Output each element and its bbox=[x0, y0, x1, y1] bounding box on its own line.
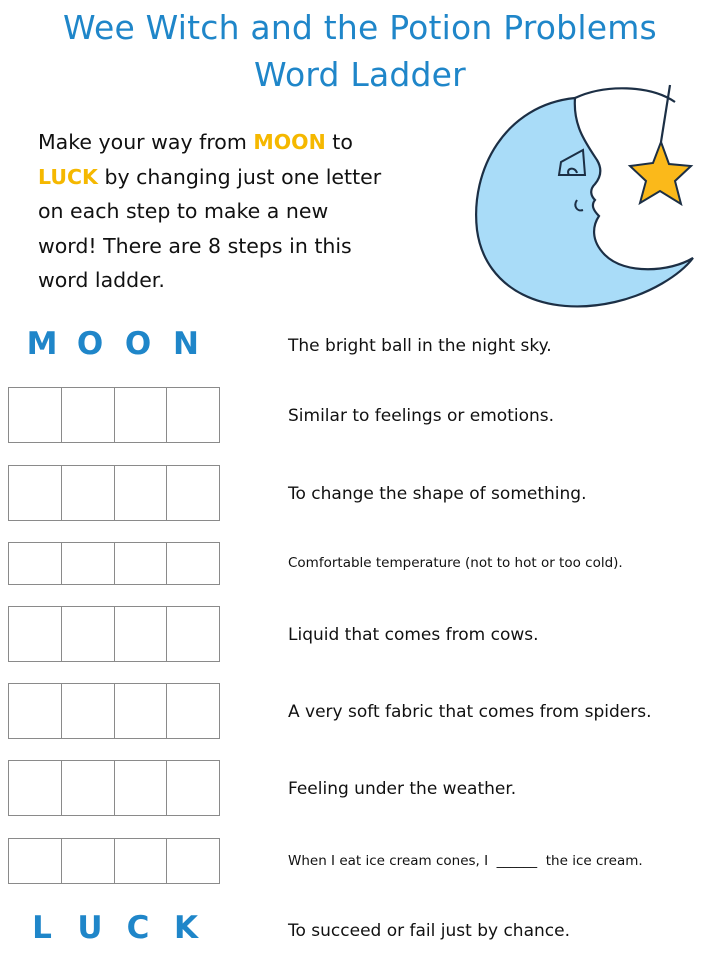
clue-6: A very soft fabric that comes from spiders. bbox=[288, 702, 652, 722]
clue-1: The bright ball in the night sky. bbox=[288, 336, 552, 356]
letter-box[interactable] bbox=[62, 543, 115, 584]
answer-row-1[interactable] bbox=[8, 387, 220, 443]
answer-row-7[interactable] bbox=[8, 838, 220, 884]
letter-box[interactable] bbox=[167, 543, 219, 584]
letter-box[interactable] bbox=[115, 388, 168, 442]
instructions-text-3: by changing just one letter on each step to make a new word! There are 8 steps in this word ladder. bbox=[38, 164, 382, 292]
letter-box[interactable] bbox=[115, 684, 168, 738]
page-subtitle: Word Ladder bbox=[254, 55, 466, 94]
clue-4: Comfortable temperature (not to hot or too cold). bbox=[288, 555, 623, 571]
letter-box[interactable] bbox=[9, 388, 62, 442]
letter-box[interactable] bbox=[9, 684, 62, 738]
clue-5: Liquid that comes from cows. bbox=[288, 625, 539, 645]
end-letter: U bbox=[77, 910, 103, 946]
letter-box[interactable] bbox=[167, 607, 219, 661]
letter-box[interactable] bbox=[62, 388, 115, 442]
letter-box[interactable] bbox=[9, 466, 62, 520]
page-title: Wee Witch and the Potion Problems bbox=[63, 8, 657, 47]
letter-box[interactable] bbox=[62, 684, 115, 738]
answer-row-5[interactable] bbox=[8, 683, 220, 739]
instructions bbox=[38, 125, 388, 298]
start-letter: O bbox=[124, 326, 152, 362]
letter-box[interactable] bbox=[9, 761, 62, 815]
clue-2: Similar to feelings or emotions. bbox=[288, 406, 555, 426]
star-icon bbox=[630, 142, 691, 204]
letter-box[interactable] bbox=[62, 466, 115, 520]
letter-box[interactable] bbox=[115, 607, 168, 661]
letter-box[interactable] bbox=[115, 761, 168, 815]
letter-box[interactable] bbox=[9, 839, 62, 883]
clue-7: Feeling under the weather. bbox=[288, 779, 517, 799]
clue-9: To succeed or fail just by chance. bbox=[288, 921, 570, 941]
letter-box[interactable] bbox=[115, 839, 168, 883]
start-letter: N bbox=[173, 326, 199, 362]
start-word-highlight: MOON bbox=[253, 130, 326, 154]
letter-box[interactable] bbox=[9, 607, 62, 661]
answer-row-6[interactable] bbox=[8, 760, 220, 816]
start-letter: O bbox=[76, 326, 104, 362]
answer-row-3[interactable] bbox=[8, 542, 220, 585]
letter-box[interactable] bbox=[167, 761, 219, 815]
instructions-text-1: Make your way from bbox=[38, 130, 254, 154]
letter-box[interactable] bbox=[62, 607, 115, 661]
instructions-text-2: to bbox=[325, 130, 353, 154]
end-letter: C bbox=[126, 910, 150, 946]
answer-row-4[interactable] bbox=[8, 606, 220, 662]
clue-3: To change the shape of something. bbox=[288, 484, 587, 504]
answer-row-2[interactable] bbox=[8, 465, 220, 521]
letter-box[interactable] bbox=[62, 839, 115, 883]
end-letter: K bbox=[173, 910, 199, 946]
moon-face-icon bbox=[465, 80, 705, 320]
end-word bbox=[8, 910, 220, 946]
clue-8: When I eat ice cream cones, I ______ the ice cream. bbox=[288, 853, 643, 869]
letter-box[interactable] bbox=[167, 839, 219, 883]
letter-box[interactable] bbox=[115, 466, 168, 520]
letter-box[interactable] bbox=[62, 761, 115, 815]
letter-box[interactable] bbox=[167, 388, 219, 442]
letter-box[interactable] bbox=[167, 466, 219, 520]
start-word bbox=[8, 326, 220, 362]
letter-box[interactable] bbox=[115, 543, 168, 584]
end-letter: L bbox=[32, 910, 52, 946]
start-letter: M bbox=[26, 326, 58, 362]
letter-box[interactable] bbox=[9, 543, 62, 584]
end-word-highlight: LUCK bbox=[38, 164, 98, 189]
letter-box[interactable] bbox=[167, 684, 219, 738]
